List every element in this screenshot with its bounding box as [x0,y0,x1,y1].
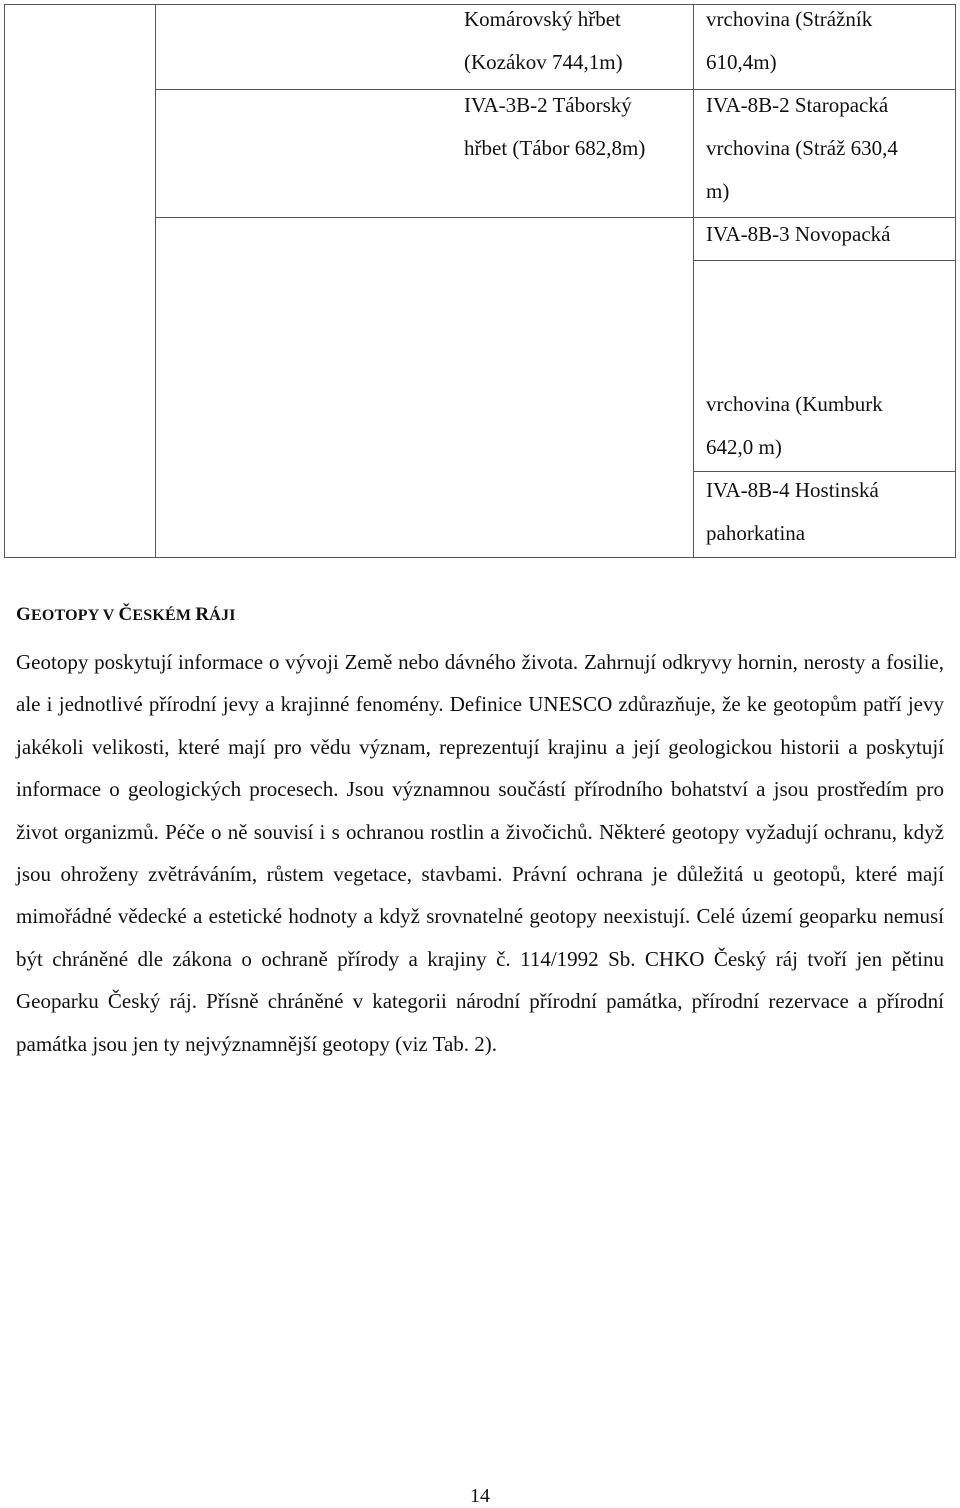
heading-part: G [16,604,31,625]
table-cell: Komárovský hřbet [464,7,621,31]
geomorphology-table [4,4,956,558]
heading-part: R [195,604,210,625]
table-cell: pahorkatina [706,521,806,545]
table-cell: hřbet (Tábor 682,8m) [464,136,646,160]
table-cell: IVA-8B-4 Hostinská [706,478,879,502]
table-column-divider [155,5,156,557]
table-cell: (Kozákov 744,1m) [464,50,623,74]
table-column-divider [693,5,694,557]
body-paragraph: Geotopy poskytují informace o vývoji Země nebo dávného života. Zahrnují odkryvy hornin, nerosty a fosilie, ale i jednotlivé přírodní jevy a krajinné fenomény. Definice UNESCO zdůrazňuje, že ke geotopům patří jevy jakékoli velikosti, které mají pro vědu význam, reprezentují krajinu a její geologickou historii a poskytují informace o geologických procesech. Jsou významnou součástí přírodního bohatství a jsou prostředím pro život organizmů. Péče o ně souvisí i s ochranou rostlin a živočichů. Některé geotopy vyžadují ochranu, když jsou ohroženy zvětráváním, růstem vegetace, stavbami. Právní ochrana je důležitá u geotopů, které mají mimořádné vědecké a estetické hodnoty a když srovnatelné geotopy neexistují. Celé území geoparku nemusí být chráněné dle zákona o ochraně přírody a krajiny č. 114/1992 Sb. CHKO Český ráj tvoří jen pětinu Geoparku Český ráj. Přísně chráněné v kategorii národní přírodní památka, přírodní rezervace a přírodní památka jsou jen ty nejvýznamnější geotopy (viz Tab. 2). [16,650,944,1056]
table-cell: IVA-8B-2 Staropacká [706,93,889,117]
table-cell: m) [706,179,730,203]
table-cell: vrchovina (Kumburk [706,392,883,416]
heading-part: ESKÉM [132,607,196,624]
table-row-divider [693,260,955,261]
table-cell: 610,4m) [706,50,777,74]
table-cell: IVA-3B-2 Táborský [464,93,632,117]
heading-part: Č [118,604,133,625]
heading-part: EOTOPY V [30,607,119,624]
page-number: 14 [470,1485,490,1507]
table-cell: vrchovina (Stráž 630,4 [706,136,898,160]
heading-part: ÁJI [209,607,236,624]
table-cell: IVA-8B-3 Novopacká [706,222,891,246]
section-heading [16,604,236,626]
table-cell: 642,0 m) [706,435,782,459]
table-cell: vrchovina (Strážník [706,7,873,31]
